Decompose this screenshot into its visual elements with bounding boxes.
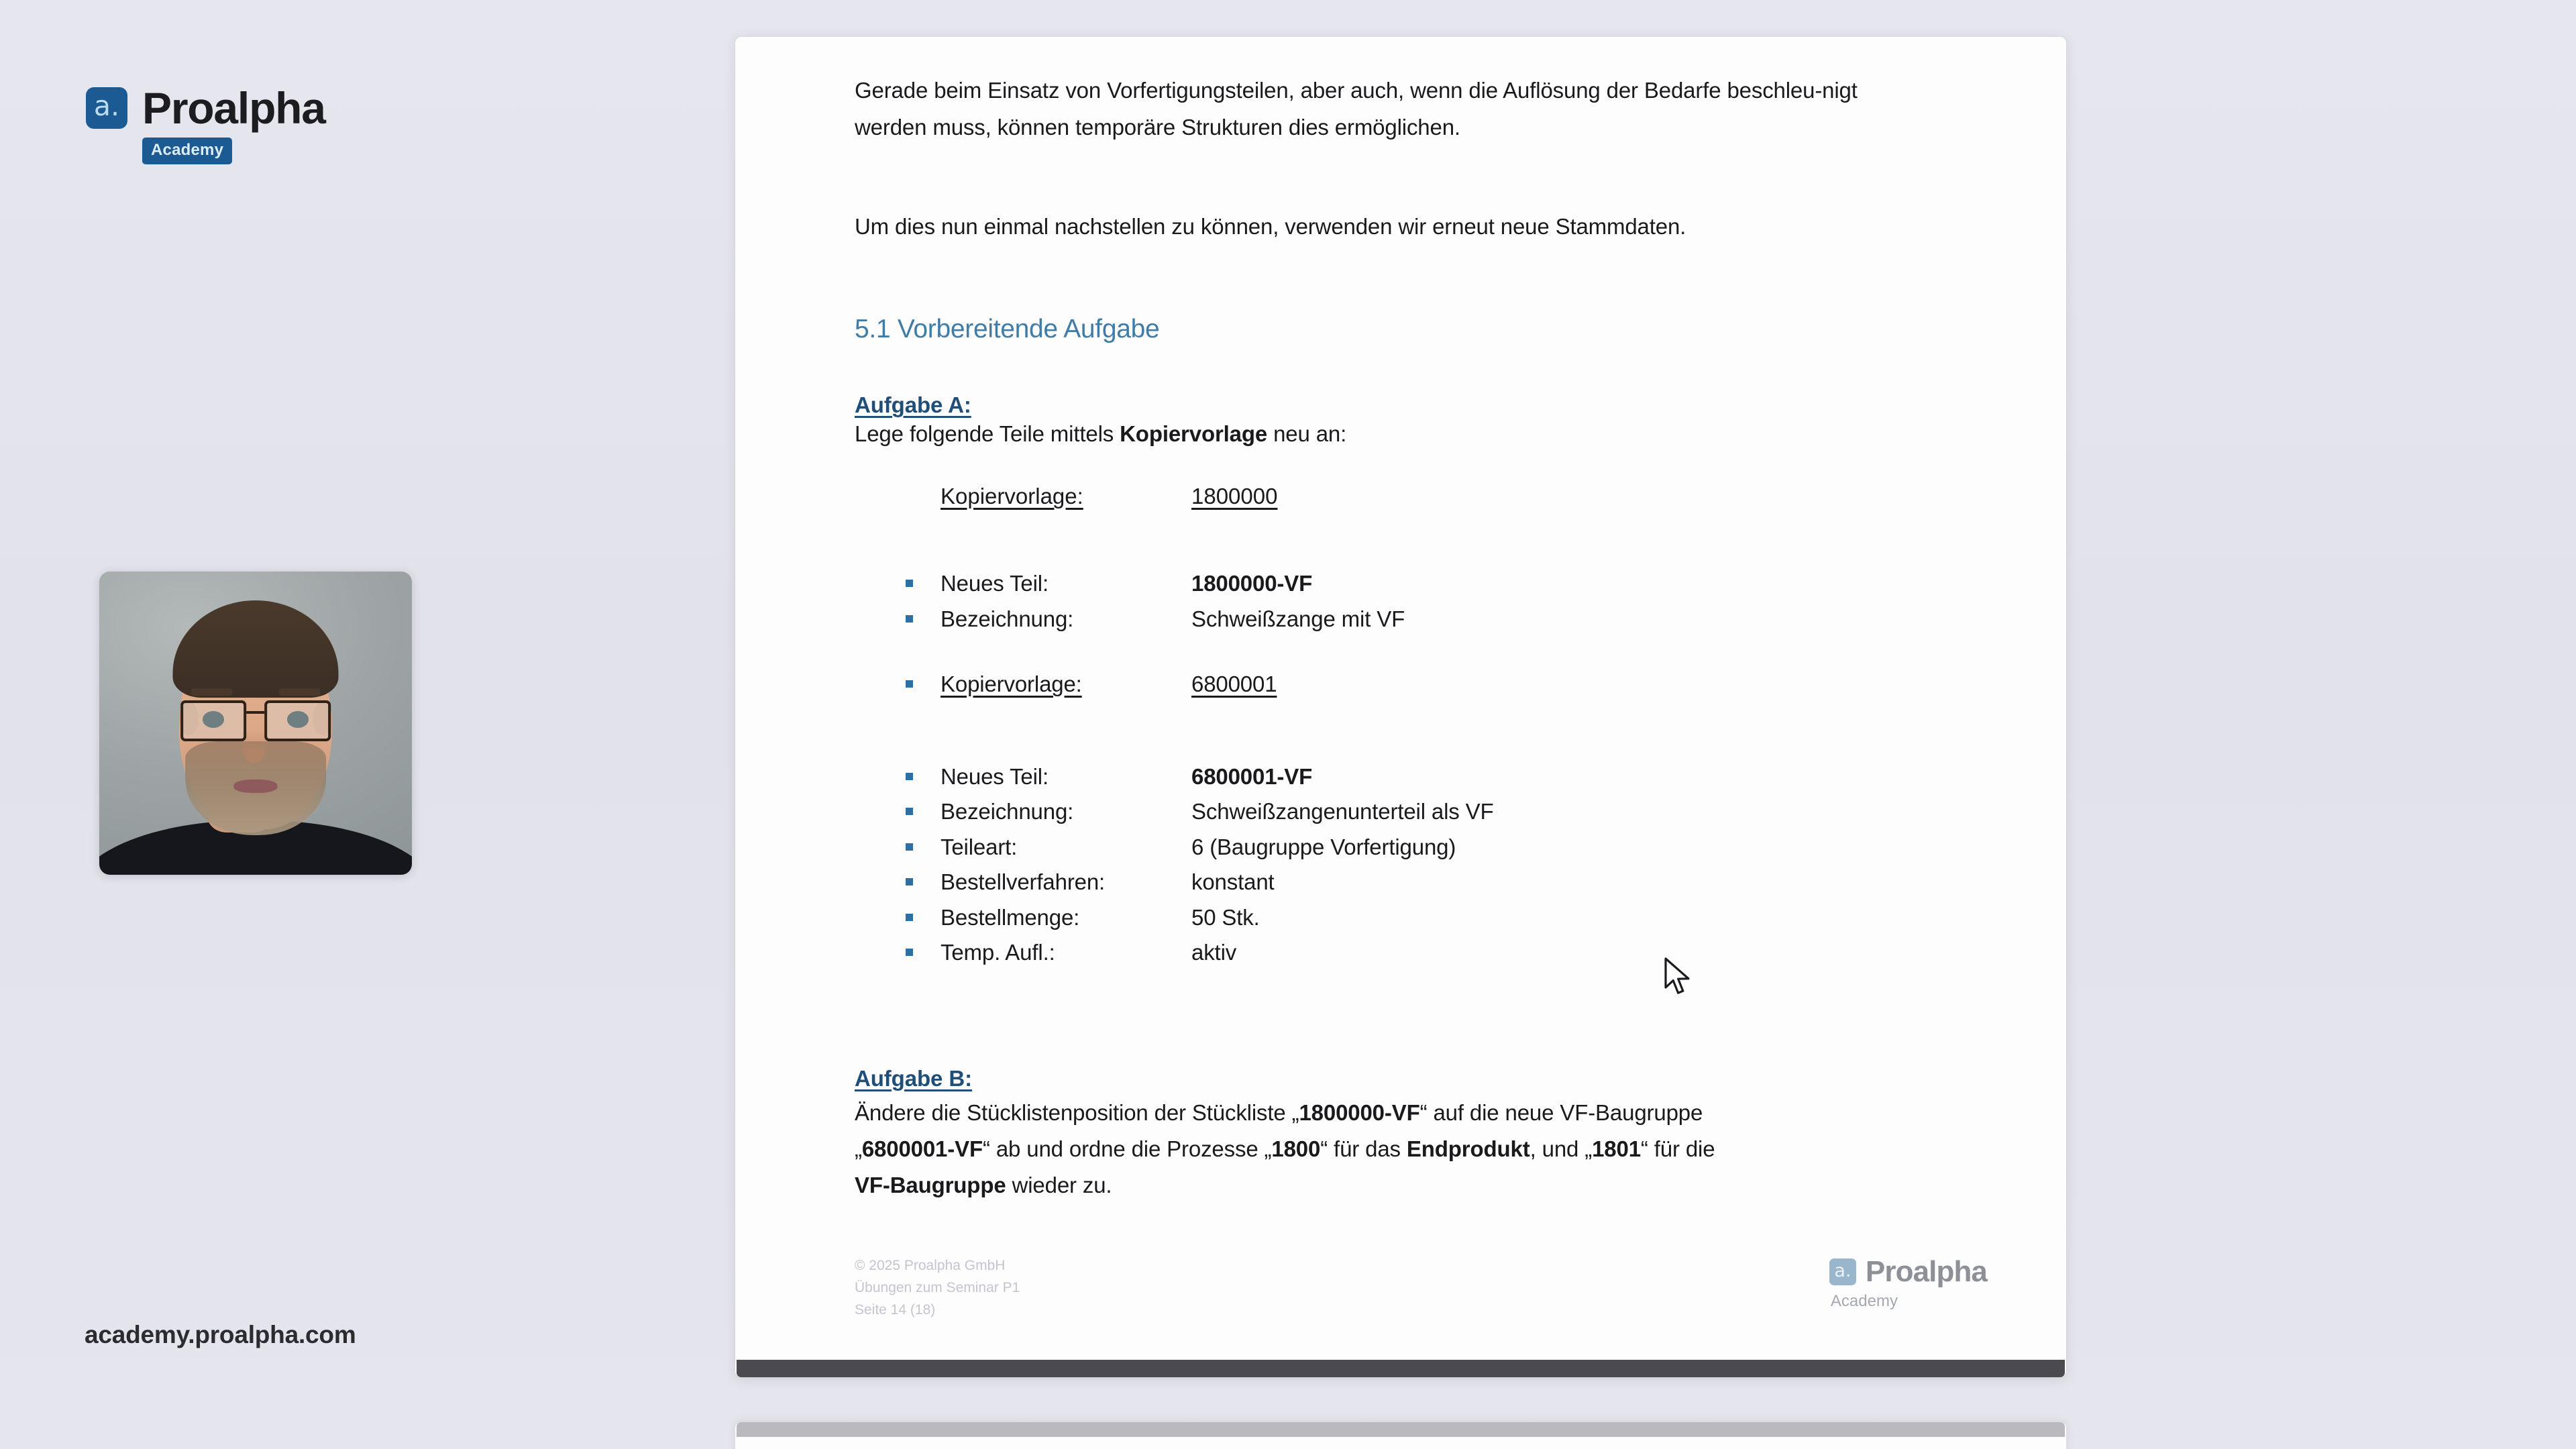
list-item [906, 865, 1955, 900]
task-b-seg-1: Ändere die Stücklistenposition der Stückliste „ [855, 1099, 1299, 1125]
footer-logo-glyph: a. [1834, 1260, 1851, 1281]
spec-label: Temp. Aufl.: [941, 940, 1055, 965]
bullet-square-icon [906, 914, 913, 921]
footer-proalpha-logo-icon [1829, 1258, 1856, 1285]
site-url-label: academy.proalpha.com [85, 1321, 356, 1348]
bullet-square-icon [906, 878, 913, 885]
document-page [735, 37, 2066, 1377]
footer-logo-subtitle: Academy [1830, 1292, 1898, 1310]
task-b-seg-7: wieder zu. [1006, 1172, 1112, 1197]
presenter-mouth [233, 780, 277, 793]
spec-value: Schweißzangenunterteil als VF [1191, 799, 1494, 824]
spec-value: konstant [1191, 869, 1275, 895]
page-footer [855, 1254, 1987, 1322]
list-item [906, 667, 1955, 702]
task-b-seg-4: “ für das [1320, 1136, 1407, 1161]
page-bottom-edge [737, 1360, 2065, 1377]
task-b-body [855, 1095, 1747, 1203]
list-item [906, 602, 1955, 637]
task-b-bold-6: VF-Baugruppe [855, 1172, 1006, 1197]
footer-seminar: Übungen zum Seminar P1 [855, 1280, 1020, 1296]
bullet-square-icon [906, 580, 913, 587]
task-b-bold-1: 1800000-VF [1299, 1099, 1420, 1125]
task-b-bold-3: 1800 [1271, 1136, 1321, 1161]
spec-value: 50 Stk. [1191, 904, 1260, 930]
list-item [906, 759, 1955, 794]
bullet-square-icon [906, 615, 913, 623]
task-a-spec-list-1 [906, 566, 1955, 637]
footer-copyright: © 2025 Proalpha GmbH [855, 1258, 1006, 1273]
task-b-bold-2: 6800001-VF [861, 1136, 983, 1161]
copy-template-value-2: 6800001 [1191, 672, 1277, 697]
bullet-square-icon [906, 949, 913, 956]
spec-value: 1800000-VF [1191, 571, 1313, 596]
task-b-heading: Aufgabe B: [855, 1065, 972, 1091]
task-a-spec-list-2 [906, 759, 1955, 971]
spec-label: Bestellverfahren: [941, 869, 1106, 895]
spec-label: Bestellmenge: [941, 904, 1080, 930]
spec-value: 6 (Baugruppe Vorfertigung) [1191, 834, 1456, 859]
bullet-square-icon [906, 843, 913, 851]
list-item [906, 900, 1955, 935]
second-paragraph: Um dies nun einmal nachstellen zu können, verwenden wir erneut neue Stammdaten. [855, 213, 1686, 239]
task-b-seg-6: “ für die [1640, 1136, 1715, 1161]
task-b-bold-5: 1801 [1592, 1136, 1641, 1161]
brand-academy-badge: Academy [142, 138, 232, 164]
section-title: 5.1 Vorbereitende Aufgabe [855, 315, 1160, 344]
copy-template-row-1 [941, 484, 1277, 509]
task-a-lead-after: neu an: [1267, 421, 1347, 447]
spec-value: aktiv [1191, 940, 1237, 965]
glasses-lens-right [264, 700, 330, 741]
presenter-video-tile[interactable] [99, 572, 412, 875]
left-panel [0, 0, 735, 1449]
task-b-bold-4: Endprodukt [1406, 1136, 1530, 1161]
task-b-seg-3: “ ab und ordne die Prozesse „ [982, 1136, 1272, 1161]
spec-value: Schweißzange mit VF [1191, 606, 1405, 631]
copy-template-label-1: Kopiervorlage: [941, 484, 1083, 509]
task-b-seg-2: “ auf die neue VF-Baugruppe „ [855, 1099, 1703, 1161]
spec-value: 6800001-VF [1191, 763, 1313, 789]
proalpha-logo-glyph: a. [93, 90, 120, 122]
bullet-square-icon [906, 680, 913, 688]
bullet-square-icon [906, 808, 913, 815]
document-viewport[interactable] [735, 0, 2077, 1449]
list-item [906, 830, 1955, 865]
brand-lockup [86, 83, 435, 164]
page-content [855, 37, 1955, 1203]
task-a-lead-before: Lege folgende Teile mittels [855, 421, 1120, 447]
next-document-page [735, 1422, 2066, 1449]
intro-paragraph: Gerade beim Einsatz von Vorfertigungsteilen, aber auch, wenn die Auflösung der Bedarfe beschleu-nigt werden muss, können temporäre Strukturen dies ermöglichen. [855, 78, 1858, 140]
brand-name: Proalpha [142, 83, 325, 133]
task-a-lead [855, 421, 1955, 447]
spec-label: Neues Teil: [941, 571, 1049, 596]
footer-logo [1829, 1257, 1987, 1311]
spec-label: Bezeichnung: [941, 606, 1074, 631]
spec-label: Bezeichnung: [941, 799, 1074, 824]
task-b-seg-5: , und „ [1529, 1136, 1593, 1161]
copy-template-value-1: 1800000 [1191, 484, 1278, 509]
next-page-top-edge [737, 1422, 2065, 1437]
proalpha-logo-icon [86, 87, 127, 129]
copy-template-label-2: Kopiervorlage: [941, 672, 1082, 697]
footer-meta [855, 1254, 1020, 1322]
list-item [906, 566, 1955, 601]
footer-logo-name: Proalpha [1865, 1255, 1987, 1288]
spec-label: Teileart: [941, 834, 1018, 859]
glasses-lens-left [180, 700, 246, 741]
footer-page-number: Seite 14 (18) [855, 1302, 936, 1318]
presenter-brow-right [279, 688, 320, 696]
spec-label: Neues Teil: [941, 763, 1049, 789]
bullet-square-icon [906, 773, 913, 780]
glasses-bridge [247, 711, 265, 714]
list-item [906, 935, 1955, 970]
copy-template-row-2-list [906, 667, 1955, 702]
task-a-heading: Aufgabe A: [855, 392, 971, 418]
presenter-glasses-icon [180, 700, 331, 741]
list-item [906, 794, 1955, 829]
presenter-brow-left [191, 688, 232, 696]
task-a-lead-bold: Kopiervorlage [1120, 421, 1268, 447]
